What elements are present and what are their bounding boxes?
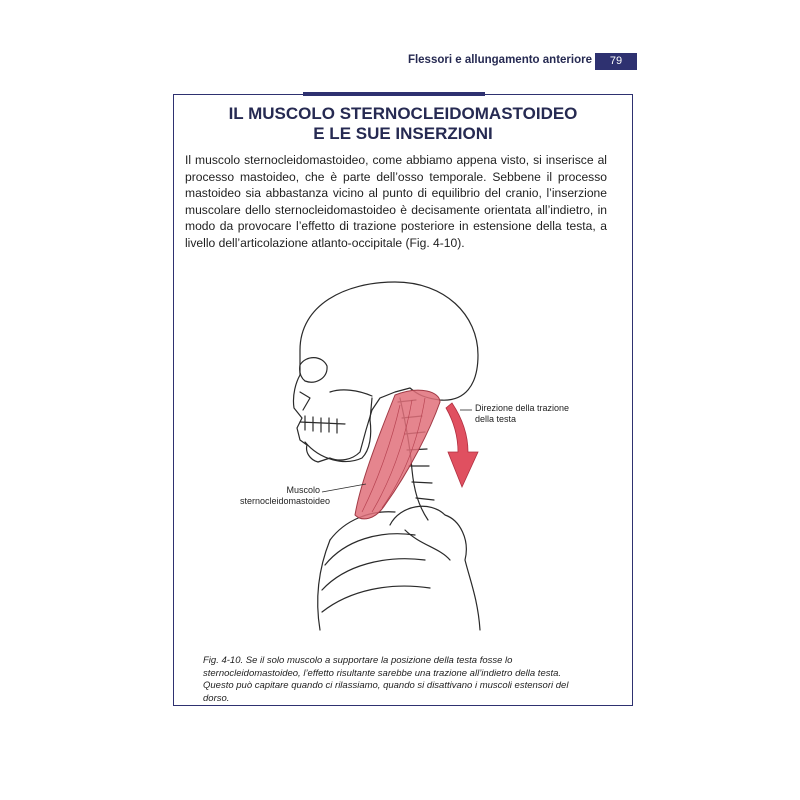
label-direction (475, 403, 575, 425)
muscle-leader-line (322, 484, 366, 492)
title-line-2: E LE SUE INSERZIONI (313, 124, 493, 143)
section-title: Flessori e allungamento anteriore (407, 54, 592, 66)
teeth (300, 416, 345, 433)
nasal-cavity (300, 392, 310, 410)
pull-direction-arrow (446, 403, 478, 487)
label-direction-line-1: Direzione della trazione (475, 403, 570, 413)
box-top-accent (303, 92, 485, 96)
label-muscle-line-2: sternocleidomastoideo (240, 496, 331, 506)
page-number: 79 (595, 53, 637, 70)
eye-socket (300, 358, 327, 383)
figure-caption: Fig. 4-10. Se il solo muscolo a supportare la posizione della testa fosse lo sternocleidomastoideo, l’effetto risultante sarebbe una trazione all’indietro della testa. Questo può capitare quando ci rilassiamo, quando si disattivano i muscoli estensori del dorso. (203, 655, 569, 704)
label-muscle (240, 485, 331, 507)
page-title (173, 104, 633, 144)
neck-anatomy-illustration (230, 265, 600, 640)
running-header (407, 53, 637, 70)
body-paragraph: Il muscolo sternocleidomastoideo, come abbiamo appena visto, si inserisce al processo mastoideo, che è parte dell’osso temporale. Sebbene il processo mastoideo sia abbastanza vicino al punto di equilibrio del cranio, l’inserzione muscolare dello sternocleidomastoideo è decisamente orientata all’indietro, in modo da provocare l’effetto di trazione posteriore in estensione della testa, a livello dell’articolazione atlanto-occipitale (Fig. 4-10). (185, 153, 607, 250)
label-direction-line-2: della testa (475, 414, 517, 424)
zygomatic (330, 390, 372, 396)
rib-cage (322, 512, 430, 612)
hand-outline (390, 506, 480, 630)
title-line-1: IL MUSCOLO STERNOCLEIDOMASTOIDEO (228, 104, 578, 123)
label-muscle-line-1: Muscolo (286, 485, 320, 495)
mandible (305, 398, 372, 461)
